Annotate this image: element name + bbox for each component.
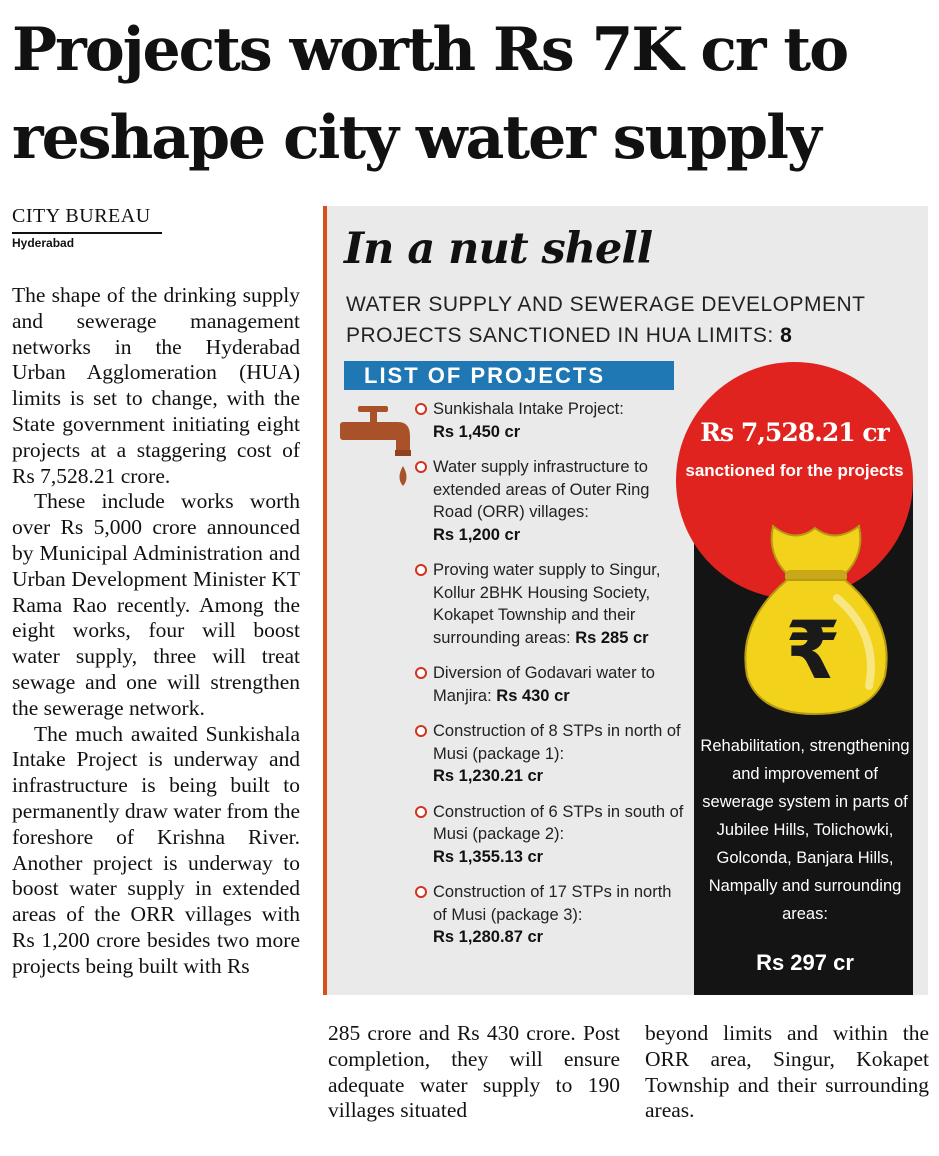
project-description: Construction of 17 STPs in north of Musi (package 3): — [433, 883, 672, 924]
headline-line-2: reshape city water supply — [12, 103, 820, 173]
dateline: Hyderabad — [12, 236, 75, 250]
project-description: Water supply infrastructure to extended areas of Outer Ring Road (ORR) villages: — [433, 458, 650, 521]
article-paragraph: The shape of the drinking supply and sewerage management networks in the Hyderabad Urban Agglomeration (HUA) limits is set to change, with the State government initiating eight projects at a staggering cost of Rs 7,528.21 crore. — [12, 283, 300, 488]
nutshell-title: In a nut shell — [344, 224, 653, 274]
project-amount: Rs 285 cr — [575, 628, 649, 647]
bullet-icon — [415, 667, 427, 679]
project-item — [414, 801, 684, 869]
project-description: Proving water supply to Singur, Kollur 2BHK Housing Society, Kokapet Township and their surrounding areas: — [433, 561, 661, 647]
headline-line-1: Projects worth Rs 7K cr to — [12, 15, 848, 85]
project-amount: Rs 430 cr — [496, 686, 570, 705]
bullet-icon — [415, 886, 427, 898]
article-paragraph: The much awaited Sunkishala Intake Project is underway and infrastructure is being built to permanently draw water from the foreshore of Krishna River. Another project is underway to boost water supply in extended areas of the ORR villages with Rs 1,200 crore besides two more projects being built with Rs — [12, 721, 300, 978]
project-item — [414, 559, 684, 649]
total-amount: Rs 7,528.21 cr — [700, 418, 889, 447]
headline — [12, 6, 927, 182]
project-description: Sunkishala Intake Project: — [433, 400, 624, 418]
project-amount: Rs 1,355.13 cr — [433, 847, 544, 866]
byline: CITY BUREAU — [12, 205, 151, 227]
project-amount: Rs 1,280.87 cr — [433, 928, 544, 946]
bullet-icon — [415, 564, 427, 576]
project-description: Diversion of Godavari water to Manjira: — [433, 664, 655, 705]
project-item — [414, 456, 684, 546]
bullet-icon — [415, 806, 427, 818]
article-column-1 — [12, 283, 300, 980]
list-of-projects-header: LIST OF PROJECTS — [344, 361, 674, 390]
project-amount: Rs 1,450 cr — [433, 422, 521, 441]
project-amount: Rs 1,230.21 cr — [433, 767, 544, 785]
project-item — [414, 881, 684, 949]
bullet-icon — [415, 403, 427, 415]
article-column-3: beyond limits and within the ORR area, Singur, Kokapet Township and their surrounding areas. — [645, 1021, 929, 1123]
rehab-amount: Rs 297 cr — [756, 950, 854, 975]
rehab-description: Rehabilitation, strengthening and improvement of sewerage system in parts of Jubilee Hills, Tolichowki, Golconda, Banjara Hills, Nampally and surrounding areas: — [700, 737, 910, 923]
faucet-icon — [340, 402, 412, 492]
article-paragraph: These include works worth over Rs 5,000 crore announced by Municipal Administration and Urban Development Minister KT Rama Rao recently. Among the eight works, four will boost water supply, three will treat sewage and one will strengthen the sewerage network. — [12, 489, 300, 720]
project-description: Construction of 8 STPs in north of Musi (package 1): — [433, 722, 681, 763]
bullet-icon — [415, 461, 427, 473]
rupee-symbol: ₹ — [785, 604, 841, 697]
article-column-2: 285 crore and Rs 430 crore. Post completion, they will ensure adequate water supply to 190 villages situated — [328, 1021, 620, 1123]
project-item — [414, 398, 684, 443]
project-amount: Rs 1,200 cr — [433, 525, 521, 544]
project-item — [414, 662, 684, 707]
nutshell-subtitle-text: WATER SUPPLY AND SEWERAGE DEVELOPMENT PROJECTS SANCTIONED IN HUA LIMITS: — [346, 293, 866, 347]
bullet-icon — [415, 725, 427, 737]
nutshell-subtitle — [346, 289, 906, 351]
byline-rule — [12, 232, 162, 234]
total-amount-label: sanctioned for the projects — [685, 461, 904, 480]
project-list — [414, 398, 684, 962]
project-item — [414, 720, 684, 788]
project-description: Construction of 6 STPs in south of Musi (package 2): — [433, 802, 684, 843]
nutshell-project-count: 8 — [780, 324, 793, 347]
money-bag-icon — [733, 518, 898, 718]
nutshell-accent-rule — [323, 206, 327, 995]
